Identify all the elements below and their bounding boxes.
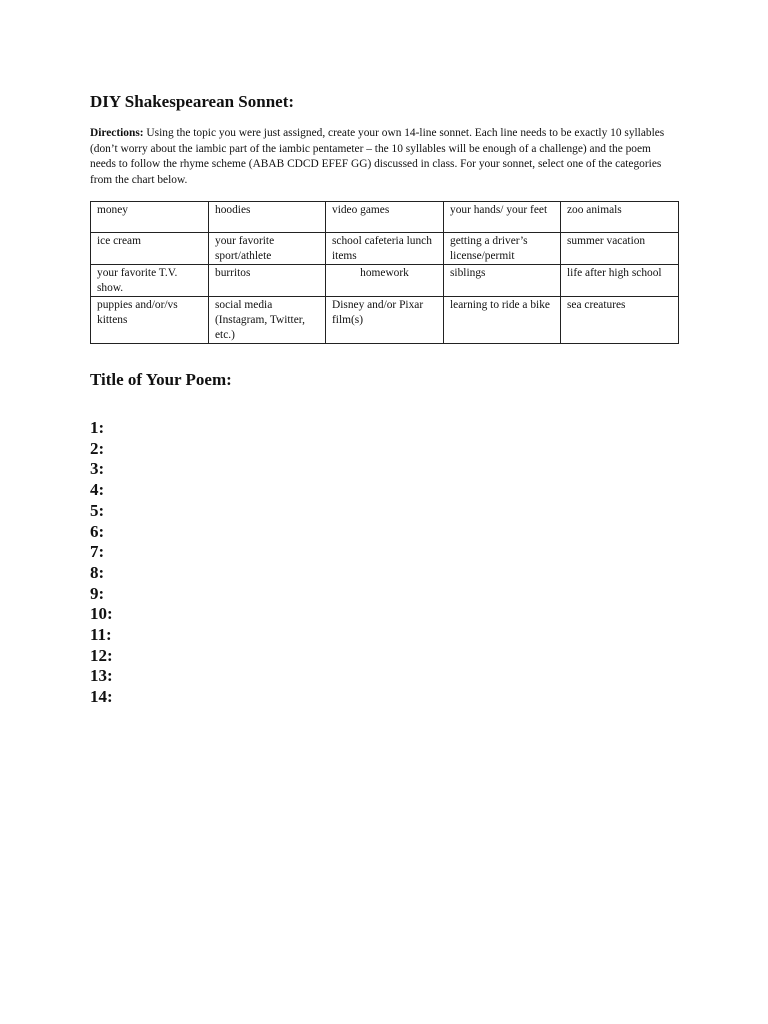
poem-line-number: 9: — [90, 583, 105, 603]
table-row — [91, 233, 679, 265]
table-cell: money — [91, 202, 209, 233]
table-row — [91, 297, 679, 344]
table-row — [91, 202, 679, 233]
poem-line-number: 4: — [90, 480, 105, 500]
table-cell: learning to ride a bike — [444, 297, 561, 344]
poem-line-number: 8: — [90, 562, 105, 582]
poem-line-number: 10: — [90, 604, 113, 624]
table-cell: Disney and/or Pixar film(s) — [326, 297, 444, 344]
poem-line-number: 14: — [90, 687, 113, 707]
directions-label: Directions: — [90, 127, 144, 139]
poem-line-number: 5: — [90, 500, 105, 520]
table-cell: sea creatures — [561, 297, 679, 344]
table-cell: social media (Instagram, Twitter, etc.) — [209, 297, 326, 344]
table-row — [91, 265, 679, 297]
table-cell: summer vacation — [561, 233, 679, 265]
page-title: DIY Shakespearean Sonnet: — [90, 92, 295, 111]
table-cell: your hands/ your feet — [444, 202, 561, 233]
table-cell: school cafeteria lunch items — [326, 233, 444, 265]
poem-line-number: 6: — [90, 521, 105, 541]
categories-table — [90, 201, 679, 344]
table-cell: hoodies — [209, 202, 326, 233]
poem-line-list — [90, 418, 113, 708]
poem-line-number: 1: — [90, 418, 105, 437]
directions-text: Using the topic you were just assigned, create your own 14-line sonnet. Each line needs to be exactly 10 syllables (don’t worry about the iambic part of the iambic pentameter – the 10 syllables will be enough of a challenge) and the poem needs to follow the rhyme scheme (ABAB CDCD EFEF GG) discussed in class. For your sonnet, select one of the categories from the chart below. — [90, 127, 665, 186]
poem-line-number: 12: — [90, 645, 113, 665]
poem-line-number: 11: — [90, 625, 112, 645]
table-cell: puppies and/or/vs kittens — [91, 297, 209, 344]
table-cell: burritos — [209, 265, 326, 297]
table-cell: your favorite T.V. show. — [91, 265, 209, 297]
table-cell: your favorite sport/athlete — [209, 233, 326, 265]
poem-title-label: Title of Your Poem: — [90, 370, 232, 389]
table-cell: siblings — [444, 265, 561, 297]
poem-line-number: 3: — [90, 459, 105, 479]
table-cell: ice cream — [91, 233, 209, 265]
directions-paragraph — [90, 126, 678, 188]
table-cell: life after high school — [561, 265, 679, 297]
table-cell: getting a driver’s license/permit — [444, 233, 561, 265]
table-cell: homework — [326, 265, 444, 297]
table-cell: video games — [326, 202, 444, 233]
table-cell: zoo animals — [561, 202, 679, 233]
poem-line-number: 2: — [90, 438, 105, 458]
poem-line-number: 7: — [90, 542, 105, 562]
poem-line-number: 13: — [90, 666, 113, 686]
